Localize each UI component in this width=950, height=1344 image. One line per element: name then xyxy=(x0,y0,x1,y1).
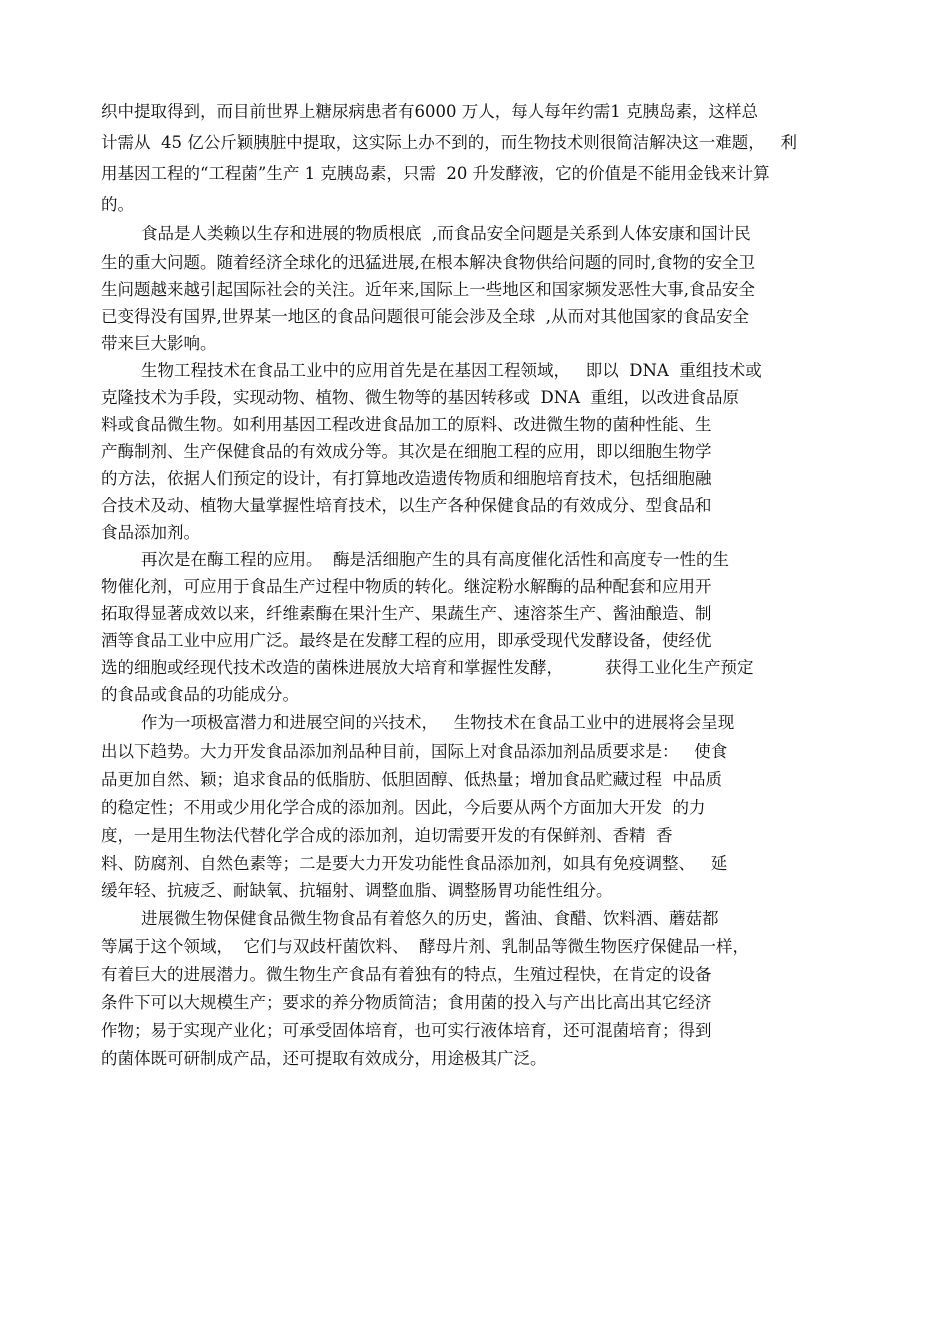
text-line: 拓取得显著成效以来，纤维素酶在果汁生产、果蔬生产、速溶茶生产、酱油酿造、制 xyxy=(101,604,712,623)
text-line: 带来巨大影响。 xyxy=(101,334,217,353)
text-line: 料或食品微生物。如利用基因工程改进食品加工的原料、改进微生物的菌种性能、生 xyxy=(101,415,712,434)
text-line: 合技术及动、植物大量掌握性培育技术，以生产各种保健食品的有效成分、型食品和 xyxy=(101,496,712,515)
text-line: 品更加自然、颖；追求食品的低脂肪、低胆固醇、低热量；增加食品贮藏过程 中品质 xyxy=(101,770,722,789)
text-line: 料、防腐剂、自然色素等；二是要大力开发功能性食品添加剂，如具有免疫调整、 延 xyxy=(101,854,728,873)
text-line: 计需从 45 亿公斤颖胰脏中提取，这实际上办不到的，而生物技术则很简洁解决这一难题， 利 xyxy=(101,133,797,152)
text-line: 的。 xyxy=(101,195,134,214)
text-line: 度，一是用生物法代替化学合成的添加剂，迫切需要开发的有保鲜剂、香精 香 xyxy=(101,826,673,845)
text-line: 的食品或食品的功能成分。 xyxy=(101,685,299,704)
text-line: 有着巨大的进展潜力。微生物生产食品有着独有的特点，生殖过程快，在肯定的设备 xyxy=(101,965,712,984)
text-line: 生的重大问题。随着经济全球化的迅猛进展,在根本解决食物供给问题的同时,食物的安全卫 xyxy=(101,253,755,272)
text-line: 生问题越来越引起国际社会的关注。近年来,国际上一些地区和国家频发恶性大事,食品安全 xyxy=(101,280,755,299)
text-line: 作为一项极富潜力和进展空间的兴技术， 生物技术在食品工业中的进展将会呈现 xyxy=(141,713,735,732)
text-line: 产酶制剂、生产保健食品的有效成分等。其次是在细胞工程的应用，即以细胞生物学 xyxy=(101,442,712,461)
text-line: 的方法，依据人们预定的设计，有打算地改造遗传物质和细胞培育技术，包括细胞融 xyxy=(101,469,712,488)
text-line: 物催化剂，可应用于食品生产过程中物质的转化。继淀粉水解酶的品种配套和应用开 xyxy=(101,577,712,596)
text-line: 食品是人类赖以生存和进展的物质根底 ,而食品安全问题是关系到人体安康和国计民 xyxy=(141,224,751,243)
text-line: 出以下趋势。大力开发食品添加剂品种目前，国际上对食品添加剂品质要求是： 使食 xyxy=(101,742,728,761)
text-line: 进展微生物保健食品微生物食品有着悠久的历史，酱油、食醋、饮料酒、蘑菇都 xyxy=(141,909,719,928)
text-line: 再次是在酶工程的应用。 酶是活细胞产生的具有高度催化活性和高度专一性的生 xyxy=(141,550,729,569)
text-line: 的稳定性；不用或少用化学合成的添加剂。因此，今后要从两个方面加大开发 的力 xyxy=(101,798,706,817)
text-line: 生物工程技术在食品工业中的应用首先是在基因工程领域， 即以 DNA 重组技术或 xyxy=(141,361,762,380)
text-line: 条件下可以大规模生产；要求的养分物质简洁；食用菌的投入与产出比高出其它经济 xyxy=(101,993,712,1012)
text-line: 用基因工程的“工程菌”生产 1 克胰岛素，只需 20 升发酵液，它的价值是不能用金钱来计算 xyxy=(101,164,770,183)
text-line: 酒等食品工业中应用广泛。最终是在发酵工程的应用，即承受现代发酵设备，使经优 xyxy=(101,631,712,650)
text-line: 等属于这个领域， 它们与双歧杆菌饮料、 酵母片剂、乳制品等微生物医疗保健品一样， xyxy=(101,937,749,956)
text-line: 织中提取得到，而目前世界上糖尿病患者有6000 万人，每人每年约需1 克胰岛素，这样总 xyxy=(101,102,758,121)
text-line: 食品添加剂。 xyxy=(101,523,200,542)
text-line: 已变得没有国界,世界某一地区的食品问题很可能会涉及全球 ,从而对其他国家的食品安全 xyxy=(101,307,749,326)
text-line: 缓年轻、抗疲乏、耐缺氧、抗辐射、调整血脂、调整肠胃功能性组分。 xyxy=(101,881,613,900)
text-line: 的菌体既可研制成产品，还可提取有效成分，用途极其广泛。 xyxy=(101,1049,547,1068)
text-line: 作物；易于实现产业化；可承受固体培育，也可实行液体培育，还可混菌培育；得到 xyxy=(101,1021,712,1040)
text-line: 选的细胞或经现代技术改造的菌株进展放大培育和掌握性发酵， 获得工业化生产预定 xyxy=(101,658,754,677)
text-line: 克隆技术为手段，实现动物、植物、微生物等的基因转移或 DNA 重组，以改进食品原 xyxy=(101,388,740,407)
